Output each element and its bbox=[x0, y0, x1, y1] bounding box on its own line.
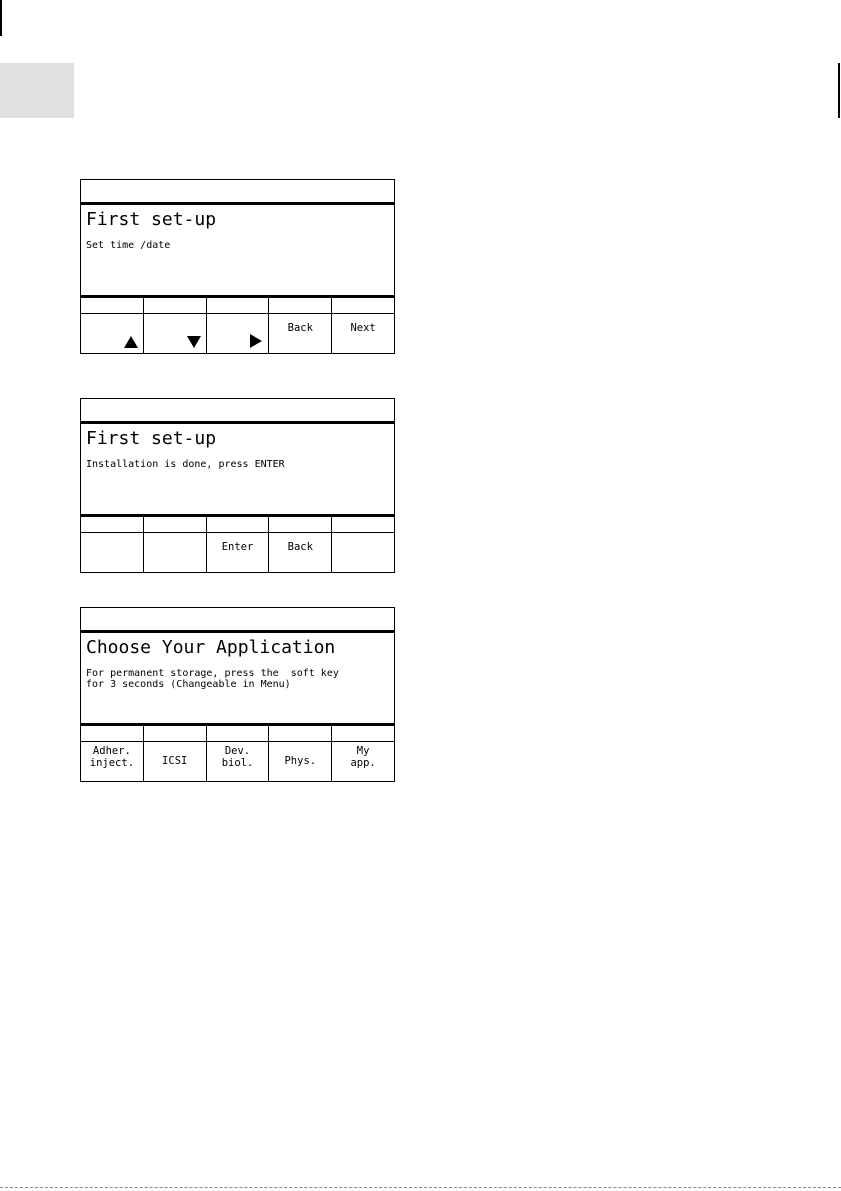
display-content bbox=[81, 633, 394, 726]
status-bar bbox=[81, 180, 394, 205]
empty-key[interactable] bbox=[81, 533, 144, 572]
icsi-key[interactable]: ICSI bbox=[144, 742, 207, 781]
screen-message: For permanent storage, press the soft key for 3 seconds (Changeable in Menu) bbox=[86, 668, 339, 690]
display-screen-choose-application bbox=[80, 607, 395, 782]
right-arrow-key[interactable] bbox=[207, 314, 270, 353]
soft-key-row bbox=[81, 533, 394, 572]
back-key[interactable]: Back bbox=[269, 314, 332, 353]
screen-title: First set-up bbox=[86, 209, 217, 230]
up-arrow-icon bbox=[124, 336, 138, 348]
status-bar bbox=[81, 399, 394, 424]
screen-title: Choose Your Application bbox=[86, 637, 336, 658]
adherent-injection-key[interactable]: Adher. inject. bbox=[81, 742, 144, 781]
enter-key[interactable]: Enter bbox=[207, 533, 270, 572]
soft-key-tab bbox=[81, 298, 144, 313]
soft-key-tab bbox=[269, 298, 332, 313]
page-margin-mark bbox=[0, 0, 2, 36]
page-bottom-edge bbox=[0, 1187, 841, 1188]
soft-key-tab bbox=[81, 517, 144, 532]
status-bar bbox=[81, 608, 394, 633]
soft-key-tab bbox=[207, 298, 270, 313]
empty-key[interactable] bbox=[332, 533, 394, 572]
display-screen-set-time bbox=[80, 179, 395, 354]
back-key[interactable]: Back bbox=[269, 533, 332, 572]
display-screen-installation-done bbox=[80, 398, 395, 573]
soft-key-tab bbox=[81, 726, 144, 741]
soft-key-row bbox=[81, 314, 394, 353]
my-application-key[interactable]: My app. bbox=[350, 745, 376, 769]
soft-key-tab bbox=[207, 726, 270, 741]
screen-message: Set time /date bbox=[86, 240, 171, 251]
down-arrow-key[interactable] bbox=[144, 314, 207, 353]
soft-key-tab bbox=[332, 726, 394, 741]
physiology-key[interactable]: Phys. bbox=[269, 742, 332, 781]
soft-key-row bbox=[81, 742, 394, 781]
soft-key-tabs bbox=[81, 517, 394, 533]
display-content bbox=[81, 205, 394, 298]
empty-key[interactable] bbox=[144, 533, 207, 572]
right-arrow-icon bbox=[250, 334, 262, 348]
soft-key-tab bbox=[269, 517, 332, 532]
next-key[interactable]: Next bbox=[350, 322, 376, 334]
soft-key-tabs bbox=[81, 726, 394, 742]
chapter-tab bbox=[0, 63, 74, 118]
soft-key-tab bbox=[144, 517, 207, 532]
screen-title: First set-up bbox=[86, 428, 217, 449]
down-arrow-icon bbox=[187, 336, 201, 348]
up-arrow-key[interactable] bbox=[81, 314, 144, 353]
screen-message: Installation is done, press ENTER bbox=[86, 459, 285, 470]
soft-key-tab bbox=[144, 726, 207, 741]
page-margin-mark-right bbox=[838, 63, 840, 118]
soft-key-tab bbox=[332, 298, 394, 313]
display-content bbox=[81, 424, 394, 517]
soft-key-tabs bbox=[81, 298, 394, 314]
soft-key-tab bbox=[144, 298, 207, 313]
soft-key-tab bbox=[269, 726, 332, 741]
developmental-biology-key[interactable]: Dev. biol. bbox=[207, 742, 270, 781]
soft-key-tab bbox=[207, 517, 270, 532]
soft-key-tab bbox=[332, 517, 394, 532]
